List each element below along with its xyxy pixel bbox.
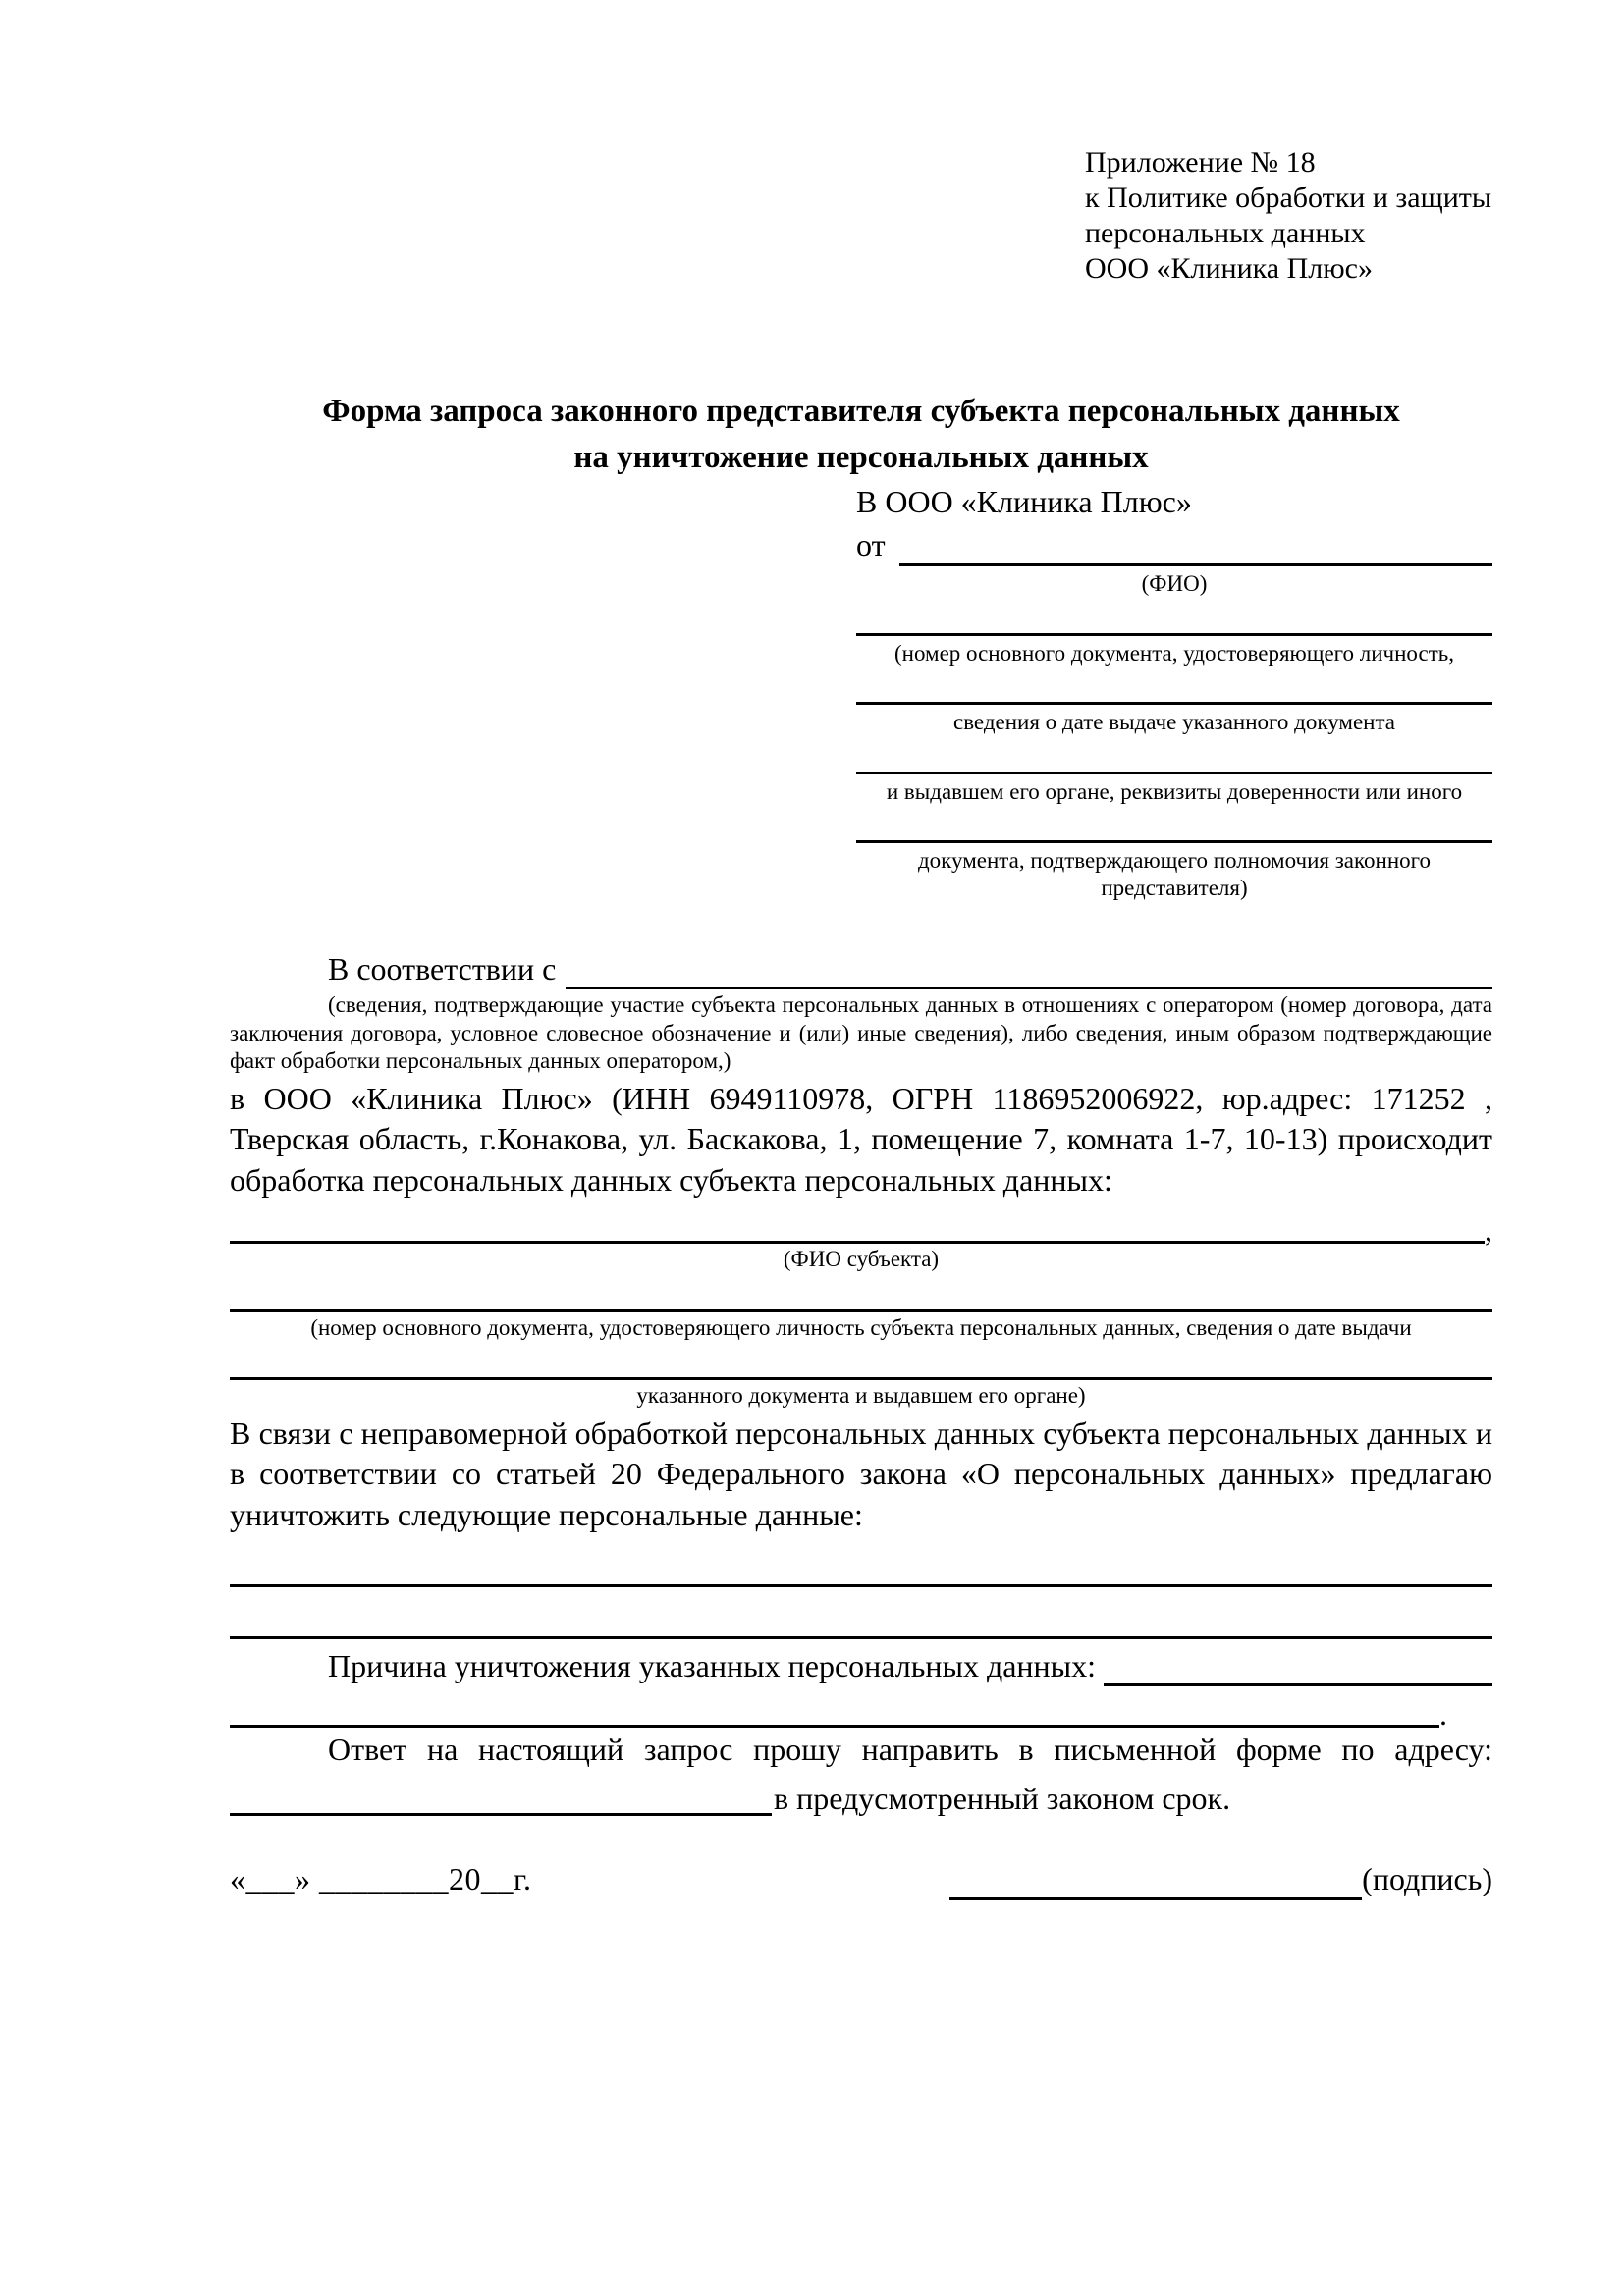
response-address-line bbox=[230, 1771, 1492, 1816]
appendix-line-2: к Политике обработки и защиты bbox=[1085, 182, 1492, 214]
addressee-organization: В ООО «Клиника Плюс» bbox=[856, 483, 1192, 519]
form-title-line1: Форма запроса законного представителя субъекта персональных данных bbox=[322, 394, 1400, 429]
response-tail: в предусмотренный законом срок. bbox=[774, 1780, 1231, 1816]
subject-fio-caption: (ФИО субъекта) bbox=[783, 1247, 940, 1272]
representative-doc-caption-3: и выдавшем его органе, реквизиты доверенности или иного bbox=[886, 778, 1463, 804]
personal-data-field-1 bbox=[230, 1541, 1492, 1587]
date-line: «___» ________20__г. bbox=[230, 1861, 532, 1897]
accordance-field-line bbox=[566, 987, 1492, 989]
representative-doc-field-4 bbox=[856, 805, 1492, 843]
from-line bbox=[856, 523, 1492, 566]
reason-label: Причина уничтожения указанных персональных данных: bbox=[328, 1647, 1097, 1683]
reason-line-period: . bbox=[1439, 1695, 1447, 1732]
representative-doc-caption-2: сведения о дате выдаче указанного документа bbox=[952, 710, 1396, 735]
fio-caption: (ФИО) bbox=[1141, 570, 1208, 596]
signature-caption: (подпись) bbox=[1362, 1861, 1492, 1897]
accordance-label: В соответствии с bbox=[328, 950, 557, 987]
representative-doc-field-2 bbox=[856, 667, 1492, 705]
appendix-line-3: персональных данных bbox=[1085, 217, 1366, 249]
reason-line bbox=[230, 1639, 1492, 1686]
response-address-field bbox=[230, 1813, 772, 1816]
response-sentence: Ответ на настоящий запрос прошу направить в письменной форме по адресу: bbox=[328, 1732, 1492, 1768]
accordance-footnote: (сведения, подтверждающие участие субъекта персональных данных в отношениях с оператором (номер договора, дата заключения договора, условное словесное обозначение и (или) иные сведения), либо сведения, иным образом подтверждающие факт обработки персональных данных оператором,) bbox=[230, 992, 1492, 1073]
subject-doc-field-line-2 bbox=[230, 1377, 1492, 1380]
subject-doc-field-2 bbox=[230, 1345, 1492, 1380]
personal-data-field-2 bbox=[230, 1587, 1492, 1639]
representative-doc-caption-4: документа, подтверждающего полномочия законного представителя) bbox=[917, 848, 1431, 900]
subject-doc-field-1 bbox=[230, 1277, 1492, 1312]
demand-paragraph: В связи с неправомерной обработкой персональных данных субъекта персональных данных и в соответствии со статьей 20 Федерального закона «О персональных данных» предлагаю уничтожить следующие персональные данные: bbox=[230, 1415, 1492, 1532]
addressee-block bbox=[856, 481, 1492, 902]
subject-fio-field bbox=[230, 1208, 1492, 1248]
footer bbox=[230, 1859, 1492, 1900]
representative-doc-caption-1: (номер основного документа, удостоверяющего личность, bbox=[893, 640, 1454, 666]
subject-doc-caption-1: (номер основного документа, удостоверяющего личность субъекта персональных данных, сведения о дате выдачи bbox=[310, 1314, 1412, 1340]
subject-fio-field-comma: , bbox=[1485, 1211, 1492, 1248]
representative-doc-field-1 bbox=[856, 598, 1492, 636]
representative-doc-field-3 bbox=[856, 736, 1492, 774]
subject-doc-field-line-1 bbox=[230, 1309, 1492, 1312]
appendix-line-1: Приложение № 18 bbox=[1085, 146, 1316, 179]
signature-field bbox=[949, 1897, 1362, 1900]
from-label: от bbox=[856, 527, 886, 563]
accordance-line bbox=[230, 944, 1492, 989]
form-title-line2: на уничтожение персональных данных bbox=[573, 439, 1149, 475]
subject-doc-caption-2: указанного документа и выдавшем его органе) bbox=[636, 1383, 1086, 1409]
operator-paragraph: в ООО «Клиника Плюс» (ИНН 6949110978, ОГРН 1186952006922, юр.адрес: 171252 , Тверская область, г.Конакова, ул. Баскакова, 1, помещение 7, комната 1-7, 10-13) происходит обработка персональных данных субъекта персональных данных: bbox=[230, 1080, 1492, 1198]
appendix-line-4: ООО «Клиника Плюс» bbox=[1085, 252, 1373, 285]
form-title bbox=[230, 389, 1492, 481]
appendix-note bbox=[1085, 145, 1492, 287]
signature-line bbox=[949, 1859, 1492, 1900]
reason-continuation-line bbox=[230, 1725, 1439, 1728]
reason-continuation-field bbox=[230, 1686, 1492, 1732]
reason-field-line bbox=[1104, 1683, 1492, 1686]
subject-fio-field-line bbox=[230, 1241, 1485, 1244]
from-field-line bbox=[899, 563, 1492, 566]
